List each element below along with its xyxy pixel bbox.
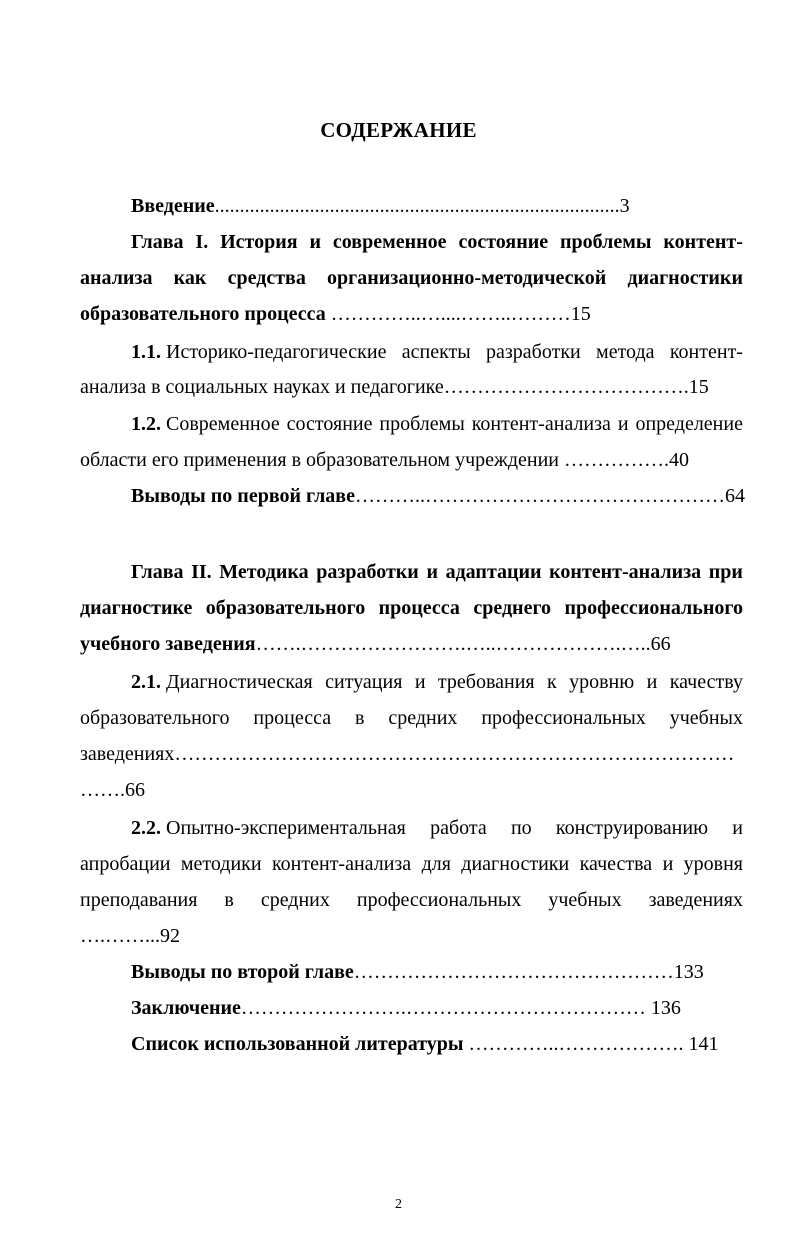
toc-entry-text: Введение <box>131 195 215 217</box>
toc-chapter2-line3[interactable] <box>80 632 671 656</box>
word: состояние <box>286 413 373 435</box>
word: учебных <box>548 889 622 911</box>
word: заведениях <box>648 889 743 911</box>
word: I. <box>195 231 209 253</box>
word: Глава <box>131 561 184 583</box>
word: образовательного <box>80 707 230 729</box>
word: диагностике <box>80 597 193 619</box>
toc-entry-text: Заключение <box>131 997 241 1019</box>
word: профессиональных <box>356 889 522 911</box>
word: Современное <box>166 413 280 435</box>
toc-chapter1-line2[interactable] <box>80 266 743 290</box>
section-number: 2.1. <box>131 671 161 693</box>
word: конструированию <box>555 817 709 839</box>
toc-page-number: 15 <box>570 303 591 325</box>
toc-chapter1-line3[interactable] <box>80 302 591 326</box>
word: методики <box>180 853 262 875</box>
toc-section-2-1-line4[interactable]: …….66 <box>80 779 145 801</box>
toc-section-2-2-line4[interactable]: ….……...92 <box>80 925 180 947</box>
word: и <box>414 671 426 693</box>
word: и <box>646 671 658 693</box>
word: диагностики <box>627 267 743 289</box>
toc-section-1-1-line1[interactable] <box>131 340 743 364</box>
word: разработки <box>486 341 581 363</box>
toc-entry-conclusions-1[interactable] <box>131 484 745 508</box>
toc-page-number: 141 <box>688 1033 719 1055</box>
toc-dots: …………………….……………………………… <box>240 997 651 1019</box>
word: состояние <box>458 231 549 253</box>
toc-section-2-1-line1[interactable] <box>131 670 743 694</box>
word: II. <box>191 561 212 583</box>
word: средних <box>260 889 330 911</box>
word: адаптации <box>445 561 542 583</box>
word: современное <box>332 231 447 253</box>
word: определение <box>635 413 743 435</box>
word: преподавания <box>80 889 198 911</box>
word: к <box>547 671 557 693</box>
toc-section-2-2-line1[interactable] <box>131 816 743 840</box>
toc-section-1-2-line2[interactable] <box>80 448 689 472</box>
word: качества <box>579 853 653 875</box>
toc-entry-text: Список использованной литературы <box>131 1033 469 1055</box>
toc-page-number: 3 <box>619 195 630 217</box>
toc-section-2-2-line2[interactable] <box>80 852 743 876</box>
word: и <box>617 413 629 435</box>
toc-dots: …….…………………….…..……………….….. <box>255 633 651 655</box>
word: Диагностическая <box>166 671 313 693</box>
toc-page-number: 64 <box>724 485 745 507</box>
word: для <box>421 853 451 875</box>
word: образовательного <box>205 597 366 619</box>
word: в <box>354 707 365 729</box>
toc-dots: ………………………………………… <box>353 961 674 983</box>
word: История <box>220 231 298 253</box>
word: уровня <box>683 853 743 875</box>
word: анализа <box>80 267 153 289</box>
word: средних <box>388 707 458 729</box>
section-number: 1.2. <box>131 413 161 435</box>
toc-dots: ………..……………………………………… <box>354 485 725 507</box>
word: контент-анализа <box>549 561 702 583</box>
section-number: 2.2. <box>131 817 161 839</box>
word: ситуация <box>325 671 403 693</box>
word: и <box>426 561 438 583</box>
word: по <box>510 817 532 839</box>
word: профессиональных <box>481 707 646 729</box>
toc-page-number: 66 <box>650 633 671 655</box>
word: процесса <box>378 597 460 619</box>
toc-entry-conclusions-2[interactable] <box>131 960 704 984</box>
word: работа <box>430 817 487 839</box>
word: контент-анализа <box>271 853 412 875</box>
word: контент- <box>669 341 743 363</box>
toc-entry-intro[interactable] <box>131 194 630 218</box>
word: диагностики <box>461 853 570 875</box>
toc-chapter1-line1[interactable] <box>131 230 743 254</box>
toc-dots: ……………. <box>564 449 669 471</box>
toc-entry-text: учебного заведения <box>80 633 256 655</box>
toc-section-2-1-line3[interactable]: заведениях………………………………………………………………………… <box>80 743 735 765</box>
word: разработки <box>316 561 419 583</box>
word: и <box>732 817 743 839</box>
toc-page-number: 136 <box>650 997 681 1019</box>
word: при <box>708 561 743 583</box>
toc-chapter2-line2[interactable] <box>80 596 743 620</box>
word: проблемы <box>379 413 465 435</box>
word: контент- <box>663 231 743 253</box>
word: аспекты <box>401 341 471 363</box>
section-number: 1.1. <box>131 341 161 363</box>
toc-entry-text: Выводы по второй главе <box>131 961 354 983</box>
toc-dots: ………………………………. <box>443 376 689 398</box>
word: организационно-методической <box>327 267 607 289</box>
toc-entry-text: Выводы по первой главе <box>131 485 355 507</box>
word: и <box>662 853 674 875</box>
toc-entry-text: области его применения в образовательном учреждении <box>80 449 564 471</box>
toc-section-1-1-line2[interactable] <box>80 375 709 399</box>
word: процесса <box>253 707 332 729</box>
page-number: 2 <box>395 1197 402 1212</box>
page-title: СОДЕРЖАНИЕ <box>320 118 477 142</box>
toc-section-2-2-line3[interactable] <box>80 888 743 912</box>
word: профессионального <box>564 597 743 619</box>
word: среднего <box>473 597 552 619</box>
toc-section-1-2-line1[interactable] <box>131 412 743 436</box>
toc-dots: …………..………………. <box>468 1033 689 1055</box>
word: требования <box>437 671 535 693</box>
word: средства <box>227 267 306 289</box>
word: качеству <box>669 671 743 693</box>
word: Методика <box>219 561 309 583</box>
word: метода <box>596 341 655 363</box>
toc-dots: …………..…....……..……… <box>330 303 571 325</box>
toc-dots: ................................................................................. <box>214 195 620 217</box>
word: уровню <box>569 671 635 693</box>
word: учебных <box>669 707 743 729</box>
word: проблемы <box>560 231 652 253</box>
toc-entry-text: образовательного процесса <box>80 303 331 325</box>
toc-page-number: 133 <box>673 961 704 983</box>
word: контент-анализа <box>471 413 611 435</box>
toc-chapter2-line1[interactable] <box>131 560 743 584</box>
word: как <box>173 267 207 289</box>
word: Историко-педагогические <box>166 341 387 363</box>
toc-section-2-1-line2[interactable] <box>80 706 743 730</box>
word: в <box>224 889 234 911</box>
toc-entry-conclusion[interactable] <box>131 996 681 1020</box>
word: апробации <box>80 853 171 875</box>
toc-entry-references[interactable] <box>131 1032 719 1056</box>
word: Глава <box>131 231 184 253</box>
word: Опытно-экспериментальная <box>166 817 406 839</box>
word: и <box>309 231 322 253</box>
toc-entry-text: анализа в социальных науках и педагогике <box>80 376 444 398</box>
toc-page-number: 15 <box>688 376 709 398</box>
toc-page-number: 40 <box>669 449 689 471</box>
